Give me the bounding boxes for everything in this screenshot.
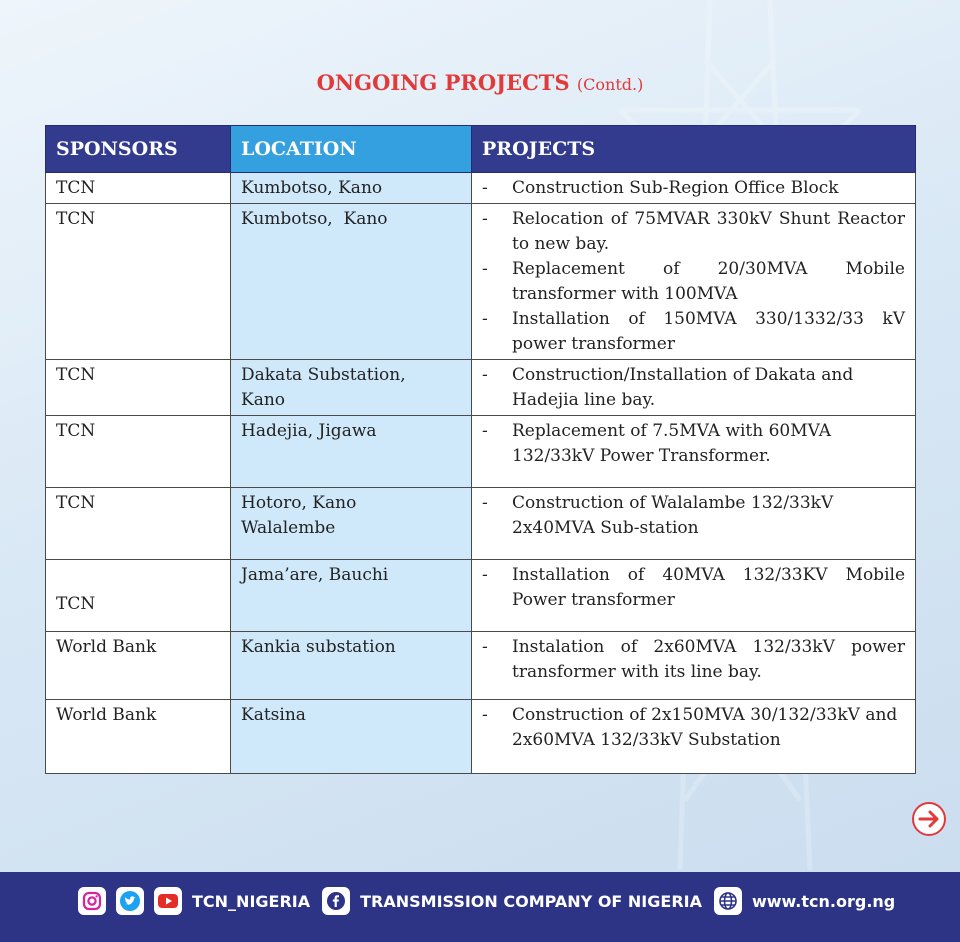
table-row bbox=[46, 560, 916, 632]
location-line: Kumbotso, Kano bbox=[241, 209, 388, 229]
location-line: Hotoro, Kano bbox=[241, 493, 357, 513]
location-cell bbox=[231, 560, 472, 632]
projects-cell bbox=[472, 632, 916, 700]
projects-cell bbox=[472, 700, 916, 774]
table-row bbox=[46, 416, 916, 488]
sponsor-cell: TCN bbox=[46, 560, 231, 632]
project-item: - Replacement of 20/30MVA Mobile transformer with 100MVA bbox=[482, 257, 905, 307]
project-item: - Instalation of 2x60MVA 132/33kV power transformer with its line bay. bbox=[482, 635, 905, 685]
project-item: - Installation of 150MVA 330/1332/33 kV power transformer bbox=[482, 307, 905, 357]
location-cell bbox=[231, 488, 472, 560]
location-cell bbox=[231, 416, 472, 488]
location-cell bbox=[231, 204, 472, 360]
project-item: - Construction/Installation of Dakata and Hadejia line bay. bbox=[482, 363, 905, 413]
projects-table bbox=[45, 125, 916, 774]
project-item: - Construction of 2x150MVA 30/132/33kV and 2x60MVA 132/33kV Substation bbox=[482, 703, 905, 753]
header-sponsors: SPONSORS bbox=[46, 126, 231, 173]
location-line: Hadejia, Jigawa bbox=[241, 421, 377, 441]
next-page-button[interactable] bbox=[912, 802, 946, 836]
projects-cell bbox=[472, 488, 916, 560]
location-line: Jama’are, Bauchi bbox=[241, 565, 389, 585]
header-projects: PROJECTS bbox=[472, 126, 916, 173]
sponsor-cell: TCN bbox=[46, 360, 231, 416]
sponsor-cell: World Bank bbox=[46, 700, 231, 774]
projects-cell bbox=[472, 173, 916, 204]
location-line: Walalembe bbox=[241, 518, 336, 538]
globe-icon[interactable] bbox=[714, 887, 742, 915]
sponsor-cell: TCN bbox=[46, 416, 231, 488]
footer-content bbox=[78, 886, 907, 916]
arrow-right-icon bbox=[914, 804, 944, 834]
table-row bbox=[46, 632, 916, 700]
projects-cell bbox=[472, 416, 916, 488]
location-cell bbox=[231, 173, 472, 204]
table-row bbox=[46, 204, 916, 360]
social-handle[interactable]: TCN_NIGERIA bbox=[192, 891, 311, 911]
header-location: LOCATION bbox=[231, 126, 472, 173]
table-row bbox=[46, 173, 916, 204]
sponsor-cell: TCN bbox=[46, 488, 231, 560]
location-line: Kano bbox=[241, 390, 286, 410]
location-cell bbox=[231, 700, 472, 774]
project-item: - Relocation of 75MVAR 330kV Shunt Reactor to new bay. bbox=[482, 207, 905, 257]
instagram-icon[interactable] bbox=[78, 887, 106, 915]
projects-cell bbox=[472, 360, 916, 416]
location-line: Kumbotso, Kano bbox=[241, 178, 383, 198]
title-contd: (Contd.) bbox=[576, 75, 644, 94]
youtube-icon[interactable] bbox=[154, 887, 182, 915]
location-line: Katsina bbox=[241, 705, 306, 725]
website-link[interactable]: www.tcn.org.ng bbox=[751, 891, 896, 911]
table-row bbox=[46, 700, 916, 774]
location-line: Kankia substation bbox=[241, 637, 396, 657]
page-title bbox=[0, 70, 960, 95]
project-item: - Construction of Walalambe 132/33kV 2x40MVA Sub-station bbox=[482, 491, 905, 541]
company-name: TRANSMISSION COMPANY OF NIGERIA bbox=[360, 891, 702, 911]
facebook-icon[interactable] bbox=[322, 887, 350, 915]
twitter-icon[interactable] bbox=[116, 887, 144, 915]
projects-cell bbox=[472, 560, 916, 632]
location-cell bbox=[231, 632, 472, 700]
project-item: - Construction Sub-Region Office Block bbox=[482, 176, 905, 201]
table-row bbox=[46, 360, 916, 416]
sponsor-cell: TCN bbox=[46, 204, 231, 360]
table-row bbox=[46, 488, 916, 560]
footer-bar bbox=[0, 872, 960, 942]
project-item: - Replacement of 7.5MVA with 60MVA 132/33kV Power Transformer. bbox=[482, 419, 905, 469]
sponsor-cell: World Bank bbox=[46, 632, 231, 700]
project-item: - Installation of 40MVA 132/33KV Mobile Power transformer bbox=[482, 563, 905, 613]
location-line: Dakata Substation, bbox=[241, 365, 406, 385]
sponsor-cell: TCN bbox=[46, 173, 231, 204]
table-header-row bbox=[46, 126, 916, 173]
projects-cell bbox=[472, 204, 916, 360]
title-main: ONGOING PROJECTS bbox=[316, 70, 570, 95]
location-cell bbox=[231, 360, 472, 416]
